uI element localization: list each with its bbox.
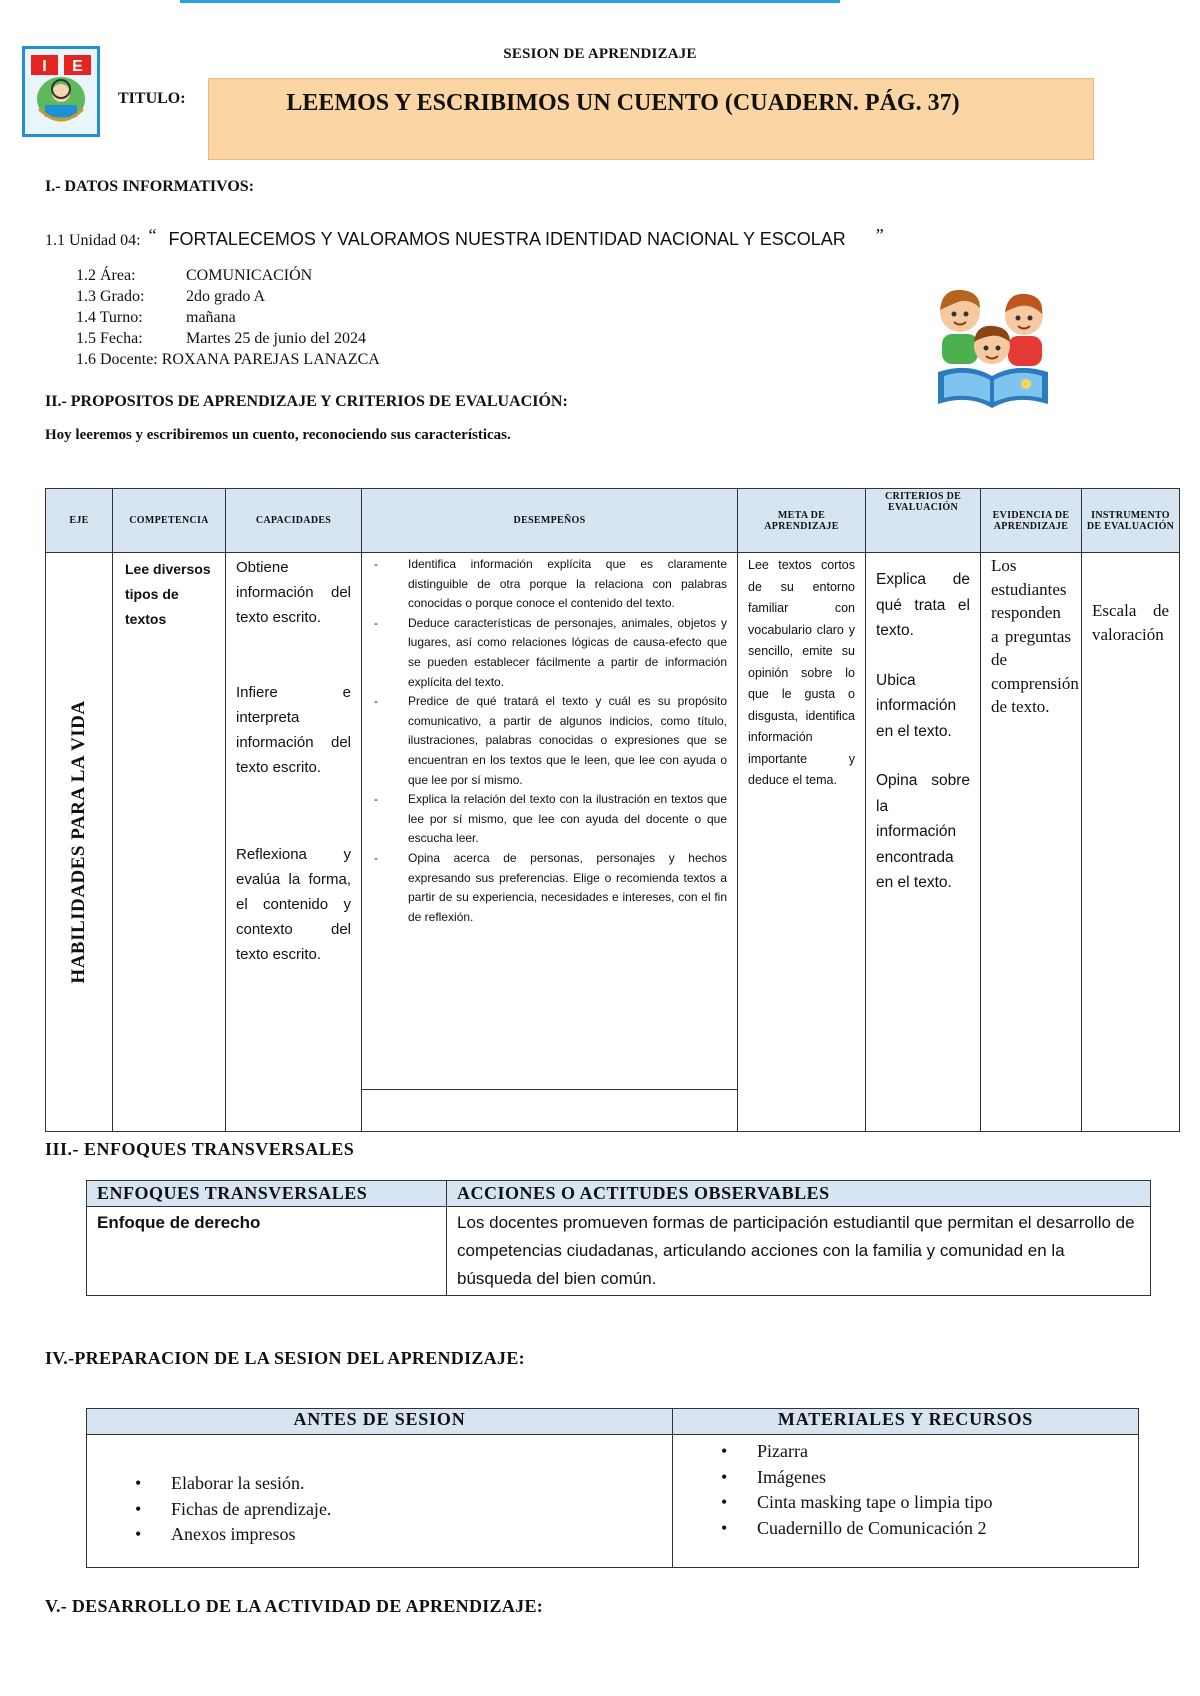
criterio-item: Explica de qué trata el texto.	[876, 571, 970, 639]
section5-heading: V.- DESARROLLO DE LA ACTIVIDAD DE APRENDIZAJE:	[45, 1596, 544, 1616]
antes-col-header: ANTES DE SESION	[87, 1409, 673, 1435]
eje-cell	[46, 553, 113, 1132]
desempenos-cell	[362, 553, 738, 1090]
unidad-label: 1.1 Unidad 04:	[45, 232, 141, 249]
header-criterios: CRITERIOS DE EVALUACIÓN	[866, 489, 981, 553]
material-item: • Cuadernillo de Comunicación 2	[673, 1516, 1138, 1542]
antes-item: • Elaborar la sesión.	[87, 1471, 672, 1497]
data-item-value: mañana	[186, 309, 236, 326]
capacidad-item: Reflexiona y evalúa la forma, el contenido y contexto del texto escrito.	[236, 846, 351, 963]
criterio-item: Ubica información en el texto.	[876, 671, 957, 740]
session-heading: SESION DE APRENDIZAJE	[503, 46, 697, 62]
data-item-label: 1.3 Grado:	[76, 288, 145, 305]
criterios-cell	[866, 553, 981, 1132]
criterio-item: Opina sobre la información encontrada en el texto.	[876, 772, 970, 891]
material-item: • Imágenes	[673, 1465, 1138, 1491]
data-item-label: 1.2 Área:	[76, 267, 136, 284]
material-item: • Pizarra	[673, 1439, 1138, 1465]
unidad-open-quote: “	[148, 225, 157, 245]
section1-heading: I.- DATOS INFORMATIVOS:	[45, 178, 255, 195]
header-eje: EJE	[46, 489, 113, 553]
desempeno-item: - Explica la relación del texto con la ilustración en textos que lee por sí mismo, que lee con ayuda del docente o que escucha leer.	[372, 790, 727, 849]
section3-heading: III.- ENFOQUES TRANSVERSALES	[45, 1139, 355, 1159]
competencia-text: Lee diversos tipos de textos	[125, 561, 211, 627]
acciones-col-header: ACCIONES O ACTITUDES OBSERVABLES	[447, 1181, 1151, 1207]
data-item-turno	[76, 309, 236, 327]
header-meta: META DE APRENDIZAJE	[738, 489, 866, 553]
enfoque-name: Enfoque de derecho	[87, 1207, 447, 1296]
header-instrumento: INSTRUMENTO DE EVALUACIÓN	[1082, 489, 1180, 553]
desempeno-item: - Identifica información explícita que es claramente distinguible de otra porque la relaciona con palabras conocidas o porque conoce el contenido del texto.	[372, 555, 727, 614]
enfoques-col-header: ENFOQUES TRANSVERSALES	[87, 1181, 447, 1207]
header-capacidades: CAPACIDADES	[226, 489, 362, 553]
instrumento-cell: Escala de valoración	[1082, 553, 1180, 1132]
enfoques-table	[86, 1180, 1151, 1296]
desempenos-empty-cell	[362, 1089, 738, 1131]
data-item-docente	[76, 351, 380, 369]
data-item-area	[76, 267, 312, 285]
data-item-label: 1.6 Docente:	[76, 351, 158, 368]
capacidades-cell	[226, 553, 362, 1132]
materiales-cell	[673, 1435, 1139, 1568]
header-evidencia: EVIDENCIA DE APRENDIZAJE	[981, 489, 1082, 553]
unidad-row	[45, 225, 884, 250]
eje-text: HABILIDADES PARA LA VIDA	[68, 700, 89, 984]
desempeno-item: - Deduce características de personajes, animales, objetos y lugares, así como relaciones lógicas de causa-efecto que se pueden establecer fácilmente a partir de información explícita del texto.	[372, 614, 727, 692]
data-item-value: ROXANA PAREJAS LANAZCA	[161, 351, 380, 368]
kids-reading-illustration	[928, 280, 1058, 410]
data-item-value: 2do grado A	[186, 288, 266, 305]
logo-letter-e: E	[72, 58, 83, 75]
data-item-fecha	[76, 330, 366, 348]
section2-heading: II.- PROPOSITOS DE APRENDIZAJE Y CRITERIOS DE EVALUACIÓN:	[45, 393, 568, 410]
enfoque-acciones: Los docentes promueven formas de participación estudiantil que permitan el desarrollo de competencias ciudadanas, articulando acciones con la familia y comunidad en la búsqueda del bien común.	[447, 1207, 1151, 1296]
header-desempenos: DESEMPEÑOS	[362, 489, 738, 553]
antes-item: • Fichas de aprendizaje.	[87, 1497, 672, 1523]
unidad-name: FORTALECEMOS Y VALORAMOS NUESTRA IDENTIDAD NACIONAL Y ESCOLAR	[168, 229, 846, 249]
learning-table	[45, 488, 1180, 1132]
desempeno-item: - Predice de qué tratará el texto y cuál es su propósito comunicativo, a partir de algunos indicios, como título, ilustraciones, palabras conocidas o expresiones que se encuentran en los textos que le leen, que lee con ayuda o que lee por sí mismo.	[372, 692, 727, 790]
antes-item: • Anexos impresos	[87, 1522, 672, 1548]
desempeno-item: - Opina acerca de personas, personajes y hechos expresando sus preferencias. Elige o recomienda textos a partir de su experiencia, necesidades e intereses, con el fin de reflexión.	[372, 849, 727, 927]
materiales-col-header: MATERIALES Y RECURSOS	[673, 1409, 1139, 1435]
preparacion-table	[86, 1408, 1139, 1568]
material-item: • Cinta masking tape o limpia tipo	[673, 1490, 1138, 1516]
data-item-label: 1.4 Turno:	[76, 309, 143, 326]
children-reading-icon	[928, 280, 1058, 410]
data-item-grado	[76, 288, 265, 306]
section4-heading: IV.-PREPARACION DE LA SESION DEL APRENDIZAJE:	[45, 1348, 525, 1368]
logo-letter-i: I	[42, 58, 47, 75]
titulo-label: TITULO:	[118, 90, 186, 107]
purpose-text: Hoy leeremos y escribiremos un cuento, reconociendo sus características.	[45, 427, 511, 443]
unidad-close-quote: ”	[875, 225, 884, 245]
antes-cell	[87, 1435, 673, 1568]
header-competencia: COMPETENCIA	[113, 489, 226, 553]
meta-cell: Lee textos cortos de su entorno familiar con vocabulario claro y sencillo, emite su opinión sobre lo que le gusta o disgusta, identifica información importante y deduce el tema.	[738, 553, 866, 1132]
data-item-value: Martes 25 de junio del 2024	[186, 330, 366, 347]
capacidad-item: Infiere e interpreta información del texto escrito.	[236, 684, 351, 776]
evidencia-cell: Los estudiantes responden a preguntas de comprensión de texto.	[981, 553, 1082, 1132]
capacidad-item: Obtiene información del texto escrito.	[236, 559, 351, 626]
session-title-text: LEEMOS Y ESCRIBIMOS UN CUENTO (CUADERN. PÁG. 37)	[286, 90, 960, 116]
competencia-cell	[113, 553, 226, 1132]
data-item-label: 1.5 Fecha:	[76, 330, 143, 347]
top-accent-bar	[180, 0, 840, 3]
data-item-value: COMUNICACIÓN	[186, 267, 313, 284]
